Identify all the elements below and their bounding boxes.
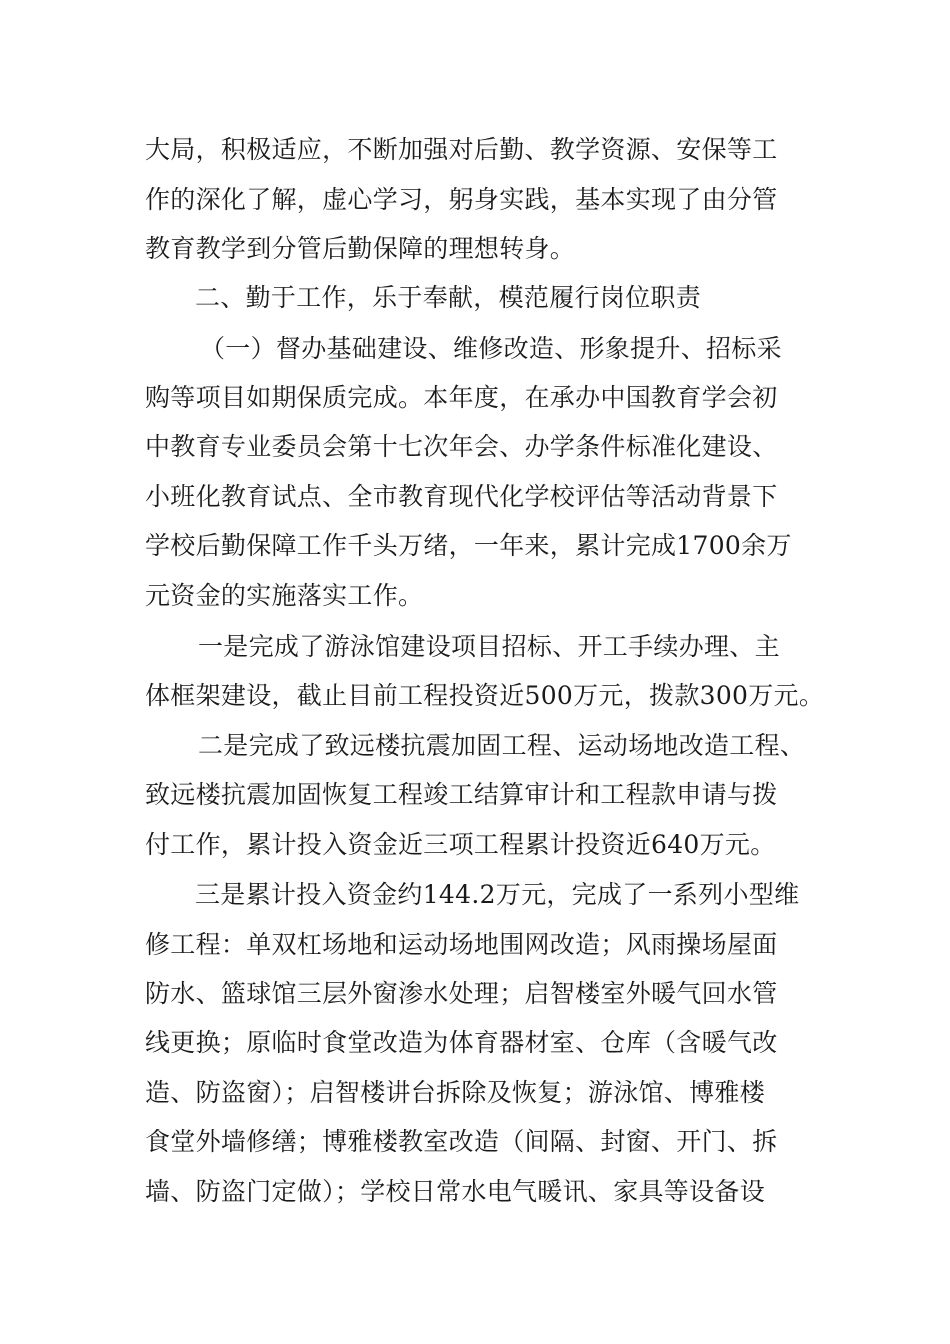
paragraph-line: 致远楼抗震加固恢复工程竣工结算审计和工程款申请与拨 [145,780,778,809]
paragraph-line: 墙、防盗门定做）；学校日常水电气暖讯、家具等设备设 [145,1177,766,1206]
paragraph-line: 体框架建设，截止目前工程投资近500万元，拨款300万元。 [145,681,825,710]
paragraph-line: 教育教学到分管后勤保障的理想转身。 [145,234,576,263]
section-heading: 二、勤于工作，乐于奉献，模范履行岗位职责 [195,283,702,312]
paragraph-line: 防水、篮球馆三层外窗渗水处理；启智楼室外暖气回水管 [145,979,778,1008]
paragraph-line: 一是完成了游泳馆建设项目招标、开工手续办理、主 [198,632,780,661]
paragraph-line: 小班化教育试点、全市教育现代化学校评估等活动背景下 [145,482,778,511]
paragraph-line: 大局，积极适应，不断加强对后勤、教学资源、安保等工 [145,135,778,164]
paragraph-line: 购等项目如期保质完成。本年度，在承办中国教育学会初 [145,383,778,412]
paragraph-line: 造、防盗窗）；启智楼讲台拆除及恢复；游泳馆、博雅楼 [145,1078,766,1107]
paragraph-line: 食堂外墙修缮；博雅楼教室改造（间隔、封窗、开门、拆 [145,1127,778,1156]
paragraph-line: 线更换；原临时食堂改造为体育器材室、仓库（含暖气改 [145,1028,778,1057]
paragraph-line: 中教育专业委员会第十七次年会、办学条件标准化建设、 [145,432,778,461]
paragraph-line: 学校后勤保障工作千头万绪，一年来，累计完成1700余万 [145,531,792,560]
subsection-heading: （一）督办基础建设、维修改造、形象提升、招标采 [200,334,782,363]
paragraph-line: 二是完成了致远楼抗震加固工程、运动场地改造工程、 [198,731,806,760]
paragraph-line: 三是累计投入资金约144.2万元，完成了一系列小型维 [195,880,800,909]
paragraph-line: 修工程：单双杠场地和运动场地围网改造；风雨操场屋面 [145,930,778,959]
paragraph-line: 作的深化了解，虚心学习，躬身实践，基本实现了由分管 [145,185,778,214]
paragraph-line: 元资金的实施落实工作。 [145,581,424,610]
paragraph-line: 付工作，累计投入资金近三项工程累计投资近640万元。 [145,830,776,859]
